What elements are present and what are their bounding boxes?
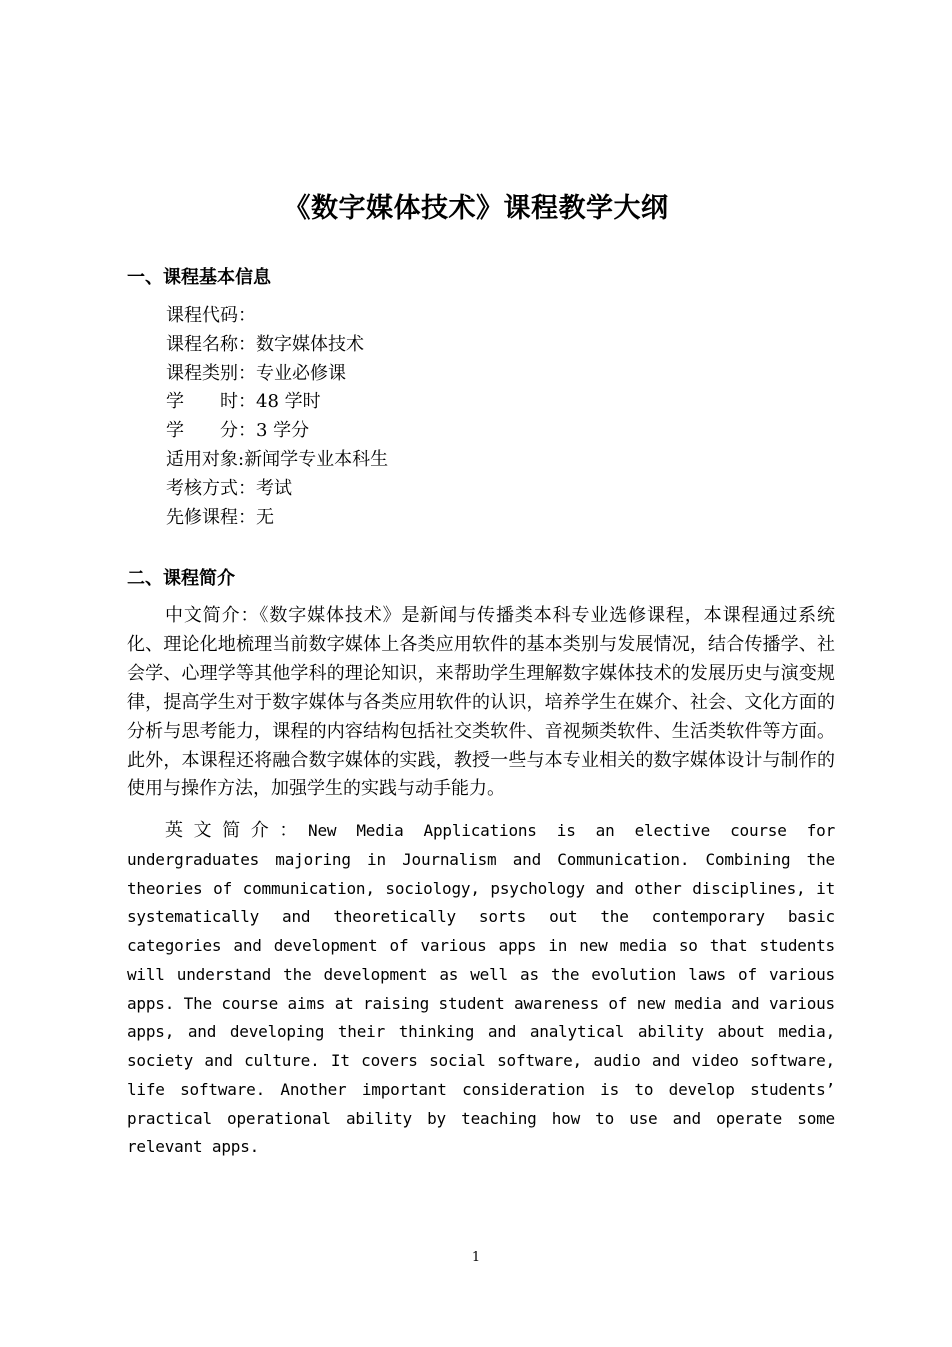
page-number: 1: [471, 1250, 481, 1265]
info-credits: 学 分：3 学分: [166, 420, 310, 442]
section-heading-introduction: 二、课程简介: [127, 568, 235, 589]
info-prerequisite: 先修课程：无: [166, 506, 274, 528]
document-title: 《数字媒体技术》课程教学大纲: [283, 193, 669, 224]
info-course-code: 课程代码：: [166, 305, 256, 326]
section-heading-basic-info: 一、课程基本信息: [127, 267, 271, 288]
info-hours: 学 时：48 学时: [166, 391, 321, 413]
english-introduction: [127, 817, 835, 1162]
chinese-introduction: 中文简介：《数字媒体技术》是新闻与传播类本科专业选修课程，本课程通过系统化、理论化地梳理当前数字媒体上各类应用软件的基本类别与发展情况，结合传播学、社会学、心理学等其他学科的理论知识，来帮助学生理解数字媒体技术的发展历史与演变规律，提高学生对于数字媒体与各类应用软件的认识，培养学生在媒介、社会、文化方面的分析与思考能力，课程的内容结构包括社交类软件、音视频类软件、生活类软件等方面。此外，本课程还将融合数字媒体的实践，教授一些与本专业相关的数字媒体设计与制作的使用与操作方法，加强学生的实践与动手能力。: [127, 605, 835, 800]
info-target-students: 适用对象:新闻学专业本科生: [166, 448, 389, 470]
english-intro-label: 英文简介：: [165, 820, 309, 841]
course-info-list: [166, 302, 388, 532]
info-course-name: 课程名称：数字媒体技术: [166, 333, 364, 355]
info-assessment: 考核方式：考试: [166, 477, 292, 499]
info-course-category: 课程类别：专业必修课: [166, 362, 346, 384]
english-intro-text: New Media Applications is an elective course for undergraduates majoring in Journalism and Communication. Combining the theories of communication, sociology, psychology and other disciplines, it systematically and theoretically sorts out the contemporary basic categories and development of various apps in new media so that students will understand the development as well as the evolution laws of various apps. The course aims at raising student awareness of new media and various apps, and developing their thinking and analytical ability about media, society and culture. It covers social software, audio and video software, life software. Another important consideration is to develop students’ practical operational ability by teaching how to use and operate some relevant apps.: [127, 821, 836, 1157]
